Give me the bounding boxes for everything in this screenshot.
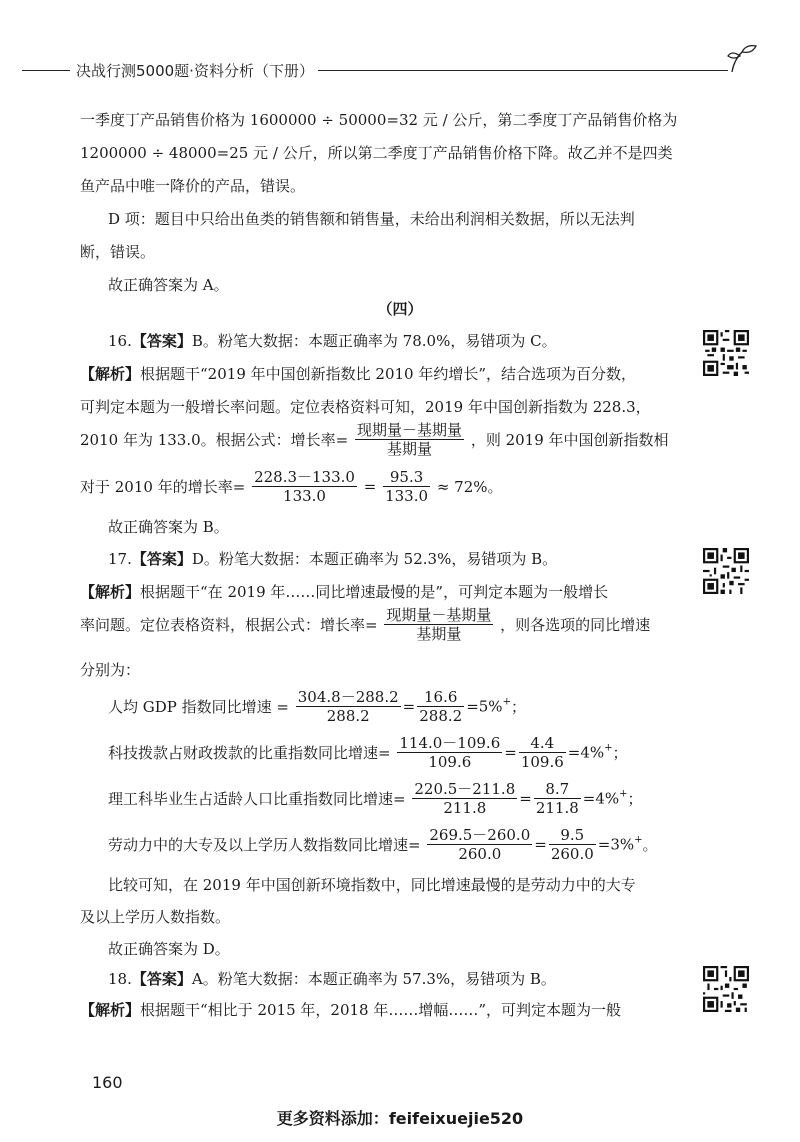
superscript-plus: + [634, 834, 643, 846]
text-line: 2010 年为 133.0。根据公式：增长率= [80, 431, 349, 449]
item-label: 科技拨款占财政拨款的比重指数同比增速= [108, 744, 391, 762]
fraction-denominator: 109.6 [428, 753, 472, 771]
punctuation: ； [510, 698, 526, 716]
answer-tag: 【答案】 [131, 332, 192, 350]
fraction-denominator: 211.8 [535, 799, 579, 817]
question-number: 17. [108, 550, 132, 568]
text-line: 故正确答案为 D。 [108, 940, 230, 958]
q18-answer-line [108, 969, 556, 989]
calc-fraction [519, 734, 566, 771]
answer-text: D。粉笔大数据：本题正确率为 52.3%，易错项为 B。 [191, 550, 558, 568]
analysis-tag: 【解析】 [80, 583, 141, 601]
calc-fraction [412, 780, 517, 817]
header-rule-right [318, 70, 728, 71]
growth-item [108, 826, 658, 863]
fraction-numerator: 95.3 [383, 468, 430, 487]
calc-fraction [252, 468, 357, 505]
fraction-numerator: 现期量－基期量 [386, 606, 492, 624]
text-line: 根据题干“相比于 2015 年，2018 年……增幅……”，可判定本题为一般 [140, 1001, 622, 1019]
text-line: 鱼产品中唯一降价的产品，错误。 [80, 177, 306, 195]
growth-item [108, 780, 643, 817]
answer-text: B。粉笔大数据：本题正确率为 78.0%，易错项为 C。 [191, 332, 557, 350]
superscript-plus: + [604, 742, 613, 754]
qr-code-icon [703, 548, 749, 594]
growth-rate-fraction [355, 421, 464, 458]
equals-sign: = [402, 697, 416, 716]
text-line: ≈ 72%。 [436, 478, 503, 496]
calc-fraction [383, 468, 430, 505]
fraction-denominator: 133.0 [385, 487, 429, 505]
item-result: =3% [597, 835, 635, 854]
question-number: 16. [108, 332, 132, 350]
fraction-denominator: 109.6 [520, 753, 564, 771]
fraction-numerator: 现期量－基期量 [357, 421, 463, 439]
footer-handle: feifeixuejie520 [388, 1109, 524, 1128]
text-line: 故正确答案为 B。 [108, 518, 229, 536]
q16-formula-line [80, 421, 669, 458]
footer [0, 1106, 800, 1129]
sprout-icon [724, 42, 758, 74]
text-line: 一季度丁产品销售价格为 1600000 ÷ 50000=32 元 / 公斤，第二季度丁产品销售价格为 [80, 111, 678, 129]
item-result: =5% [466, 697, 503, 716]
growth-item [108, 734, 628, 771]
text-line: 可判定本题为一般增长率问题。定位表格资料可知，2019 年中国创新指数为 228.3， [80, 398, 651, 416]
item-result: =4% [582, 789, 620, 808]
superscript-plus: + [502, 696, 511, 708]
fraction-denominator: 260.0 [458, 845, 502, 863]
equals-sign: = [363, 477, 377, 496]
text-line: 及以上学历人数指数。 [80, 908, 231, 926]
text-line: 对于 2010 年的增长率= [80, 478, 246, 496]
punctuation: ； [627, 790, 643, 808]
analysis-tag: 【解析】 [80, 1001, 141, 1019]
text-line: 根据题干“2019 年中国创新指数比 2010 年约增长”，结合选项为百分数， [140, 365, 637, 383]
calc-fraction [549, 826, 596, 863]
punctuation: 。 [642, 836, 658, 854]
calc-fraction [417, 688, 464, 725]
header-title: 决战行测5000题·资料分析（下册） [76, 62, 314, 80]
answer-tag: 【答案】 [131, 550, 192, 568]
text-line: 1200000 ÷ 48000=25 元 / 公斤，所以第二季度丁产品销售价格下降。故乙并不是四类 [80, 144, 673, 162]
fraction-numerator: 9.5 [549, 826, 596, 845]
item-label: 人均 GDP 指数同比增速 = [108, 698, 289, 716]
analysis-tag: 【解析】 [80, 365, 141, 383]
q16-answer-line [108, 331, 557, 351]
text-line: 断，错误。 [80, 243, 156, 261]
fraction-numerator: 16.6 [417, 688, 464, 707]
item-label: 理工科毕业生占适龄人口比重指数同比增速= [108, 790, 406, 808]
fraction-denominator: 260.0 [550, 845, 594, 863]
fraction-denominator: 133.0 [283, 487, 326, 505]
text-line: 故正确答案为 A。 [108, 276, 229, 294]
q17-answer-line [108, 549, 557, 569]
calc-fraction [534, 780, 581, 817]
text-line: D 项：题目中只给出鱼类的销售额和销售量，未给出利润相关数据，所以无法判 [108, 210, 635, 228]
question-number: 18. [108, 970, 132, 988]
calc-fraction [427, 826, 532, 863]
q17-analysis-line [80, 582, 608, 602]
q18-analysis-line [80, 1000, 621, 1020]
fraction-denominator: 基期量 [416, 625, 462, 643]
fraction-numerator: 8.7 [534, 780, 581, 799]
fraction-numerator: 304.8－288.2 [297, 688, 399, 706]
equals-sign: = [534, 835, 547, 854]
item-label: 劳动力中的大专及以上学历人数指数同比增速= [108, 836, 421, 854]
text-line: ，则 2019 年中国创新指数相 [470, 431, 669, 449]
equals-sign: = [519, 789, 532, 808]
text-line: 分别为： [80, 661, 141, 679]
qr-code-icon [703, 330, 749, 376]
q16-analysis-line [80, 364, 636, 384]
q17-formula-line [80, 606, 650, 643]
item-result: =4% [567, 743, 605, 762]
fraction-numerator: 269.5－260.0 [429, 826, 531, 844]
text-line: 根据题干“在 2019 年……同比增速最慢的是”，可判定本题为一般增长 [140, 583, 609, 601]
header-rule-left [22, 70, 70, 71]
section-heading: （四） [377, 300, 423, 318]
fraction-numerator: 4.4 [519, 734, 566, 753]
page-number: 160 [92, 1073, 123, 1092]
growth-rate-fraction [384, 606, 493, 643]
punctuation: ； [612, 744, 628, 762]
fraction-numerator: 228.3－133.0 [254, 468, 355, 486]
fraction-denominator: 288.2 [326, 707, 370, 725]
footer-label: 更多资料添加： [276, 1109, 389, 1128]
calc-fraction [296, 688, 401, 725]
fraction-denominator: 288.2 [419, 707, 463, 725]
calc-fraction [397, 734, 502, 771]
answer-tag: 【答案】 [131, 970, 192, 988]
fraction-numerator: 114.0－109.6 [399, 734, 501, 752]
text-line: 比较可知，在 2019 年中国创新环境指数中，同比增速最慢的是劳动力中的大专 [108, 876, 636, 894]
superscript-plus: + [619, 788, 628, 800]
qr-code-icon [703, 966, 749, 1012]
growth-item [108, 688, 526, 725]
fraction-denominator: 211.8 [443, 799, 487, 817]
q16-calc-line [80, 468, 503, 505]
answer-text: A。粉笔大数据：本题正确率为 57.3%，易错项为 B。 [191, 970, 556, 988]
fraction-numerator: 220.5－211.8 [414, 780, 516, 798]
text-line: 率问题。定位表格资料，根据公式：增长率= [80, 616, 378, 634]
text-line: ，则各选项的同比增速 [500, 616, 651, 634]
fraction-denominator: 基期量 [387, 440, 433, 458]
equals-sign: = [504, 743, 517, 762]
